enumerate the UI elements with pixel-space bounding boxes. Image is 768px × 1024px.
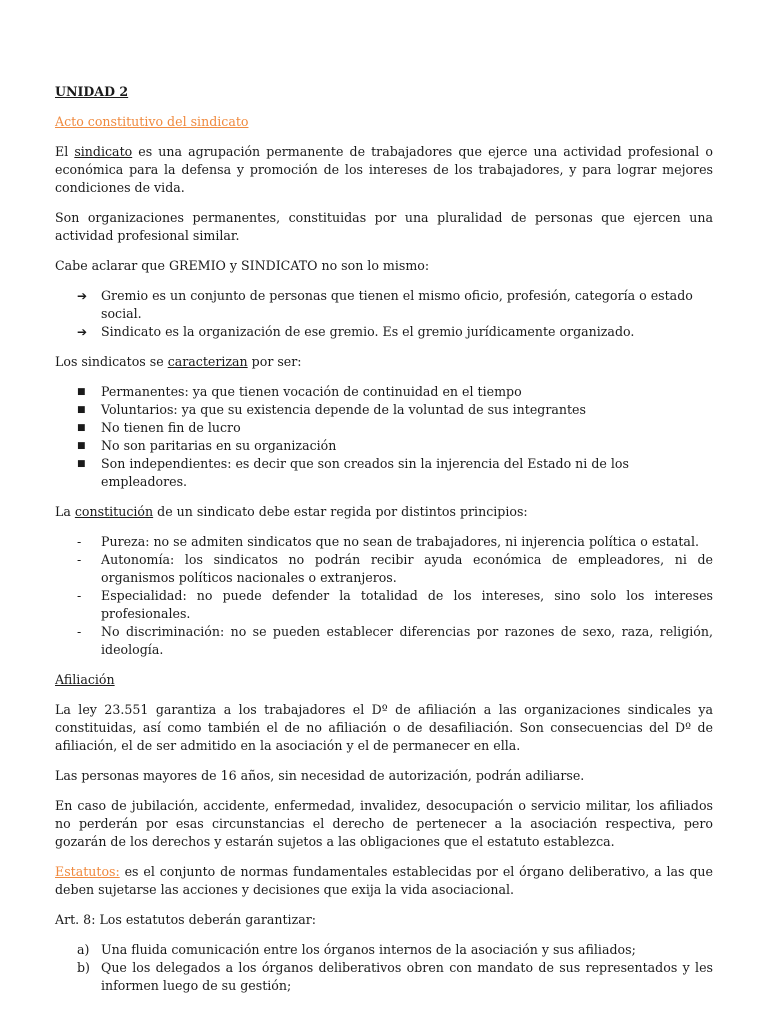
document-page	[55, 83, 713, 1007]
list-item-text: Gremio es un conjunto de personas que tienen el mismo oficio, profesión, categoría o estado social.	[101, 288, 693, 321]
caracterizan-term: caracterizan	[167, 354, 248, 369]
estatutos-term: Estatutos:	[55, 864, 120, 879]
list-item	[55, 455, 713, 491]
dash-bullet: -	[77, 588, 82, 603]
sindicato-term: sindicato	[74, 144, 133, 159]
list-item	[55, 401, 713, 419]
section-title	[55, 113, 713, 131]
square-bullet-icon: ■	[77, 423, 86, 433]
paragraph-organizations: Son organizaciones permanentes, constituidas por una pluralidad de personas que ejercen una actividad profesional similar.	[55, 210, 713, 243]
constitucion-term: constitución	[74, 504, 154, 519]
list-item	[55, 419, 713, 437]
list-item	[55, 533, 713, 551]
list-item-text: Son independientes: es decir que son creados sin la injerencia del Estado ni de los empleadores.	[101, 456, 629, 489]
list-item-text: Voluntarios: ya que su existencia depende de la voluntad de sus integrantes	[101, 402, 586, 417]
square-bullet-icon: ■	[77, 405, 86, 415]
list-item-text: Sindicato es la organización de ese gremio. Es el gremio jurídicamente organizado.	[101, 324, 635, 339]
dash-bullet: -	[77, 624, 82, 639]
arrow-icon: ➔	[77, 289, 88, 303]
list-item	[55, 383, 713, 401]
dash-bullet: -	[77, 534, 82, 549]
paragraph-text: La	[55, 504, 75, 519]
paragraph-principles	[55, 503, 713, 521]
unit-heading: UNIDAD 2	[55, 84, 129, 99]
paragraph-text: El	[55, 144, 75, 159]
list-item	[55, 587, 713, 623]
paragraph-art8: Art. 8: Los estatutos deberán garantizar:	[55, 912, 316, 927]
paragraph-text: Los sindicatos se	[55, 354, 168, 369]
list-item-text: No tienen fin de lucro	[101, 420, 241, 435]
section-title-text: Acto constitutivo del sindicato	[55, 114, 249, 129]
paragraph-text: es el conjunto de normas fundamentales establecidas por el órgano deliberativo, a las que deben sujetarse las acciones y decisiones que exija la vida asociacional.	[55, 864, 713, 897]
list-item	[55, 623, 713, 659]
dash-bullet: -	[77, 552, 82, 567]
list-item-text: Autonomía: los sindicatos no podrán recibir ayuda económica de empleadores, ni de organismos políticos nacionales o extranjeros.	[101, 552, 713, 585]
list-item	[55, 959, 713, 995]
arrow-icon: ➔	[77, 325, 88, 339]
paragraph-characteristics	[55, 353, 713, 371]
square-bullet-icon: ■	[77, 459, 86, 469]
list-marker: b)	[77, 960, 90, 975]
list-item-text: No son paritarias en su organización	[101, 438, 337, 453]
list-item	[55, 437, 713, 455]
list-item-text: Pureza: no se admiten sindicatos que no sean de trabajadores, ni injerencia política o estatal.	[101, 534, 699, 549]
square-bullet-icon: ■	[77, 441, 86, 451]
list-item-text: No discriminación: no se pueden establecer diferencias por razones de sexo, raza, religión, ideología.	[101, 624, 713, 657]
paragraph-estatutos	[55, 863, 713, 899]
paragraph-text: por ser:	[247, 354, 302, 369]
afiliacion-heading	[55, 671, 713, 689]
paragraph-jubilacion: En caso de jubilación, accidente, enfermedad, invalidez, desocupación o servicio militar, los afiliados no perderán por esas circunstancias el derecho de pertenecer a la asociación respectiva, pero gozarán de los derechos y estarán sujetos a las obligaciones que el estatuto establezca.	[55, 798, 713, 849]
dash-list	[55, 533, 713, 659]
afiliacion-heading-text: Afiliación	[55, 672, 115, 687]
list-item	[55, 287, 713, 323]
paragraph-text: de un sindicato debe estar regida por distintos principios:	[153, 504, 528, 519]
square-bullet-icon: ■	[77, 387, 86, 397]
paragraph-mayores: Las personas mayores de 16 años, sin necesidad de autorización, podrán adiliarse.	[55, 768, 585, 783]
list-item-text: Permanentes: ya que tienen vocación de continuidad en el tiempo	[101, 384, 522, 399]
list-item-text: Que los delegados a los órganos deliberativos obren con mandato de sus representados y les informen luego de su gestión;	[101, 960, 713, 993]
paragraph-gremio-sindicato: Cabe aclarar que GREMIO y SINDICATO no son lo mismo:	[55, 258, 430, 273]
paragraph-text: es una agrupación permanente de trabajadores que ejerce una actividad profesional o económica para la defensa y promoción de los intereses de los trabajadores, y para lograr mejores condiciones de vida.	[55, 144, 713, 195]
list-item	[55, 551, 713, 587]
alpha-list	[55, 941, 713, 995]
list-marker: a)	[77, 942, 90, 957]
list-item-text: Especialidad: no puede defender la totalidad de los intereses, sino solo los intereses profesionales.	[101, 588, 713, 621]
list-item-text: Una fluida comunicación entre los órganos internos de la asociación y sus afiliados;	[101, 942, 636, 957]
square-bullet-list	[55, 383, 713, 491]
list-item	[55, 323, 713, 341]
paragraph-ley: La ley 23.551 garantiza a los trabajadores el Dº de afiliación a las organizaciones sindicales ya constituidas, así como también el de no afiliación o de desafiliación. Son consecuencias del Dº de afiliación, el de ser admitido en la asociación y el de permanecer en ella.	[55, 702, 713, 753]
paragraph-definition	[55, 143, 713, 197]
list-item	[55, 941, 713, 959]
arrow-list	[55, 287, 713, 341]
